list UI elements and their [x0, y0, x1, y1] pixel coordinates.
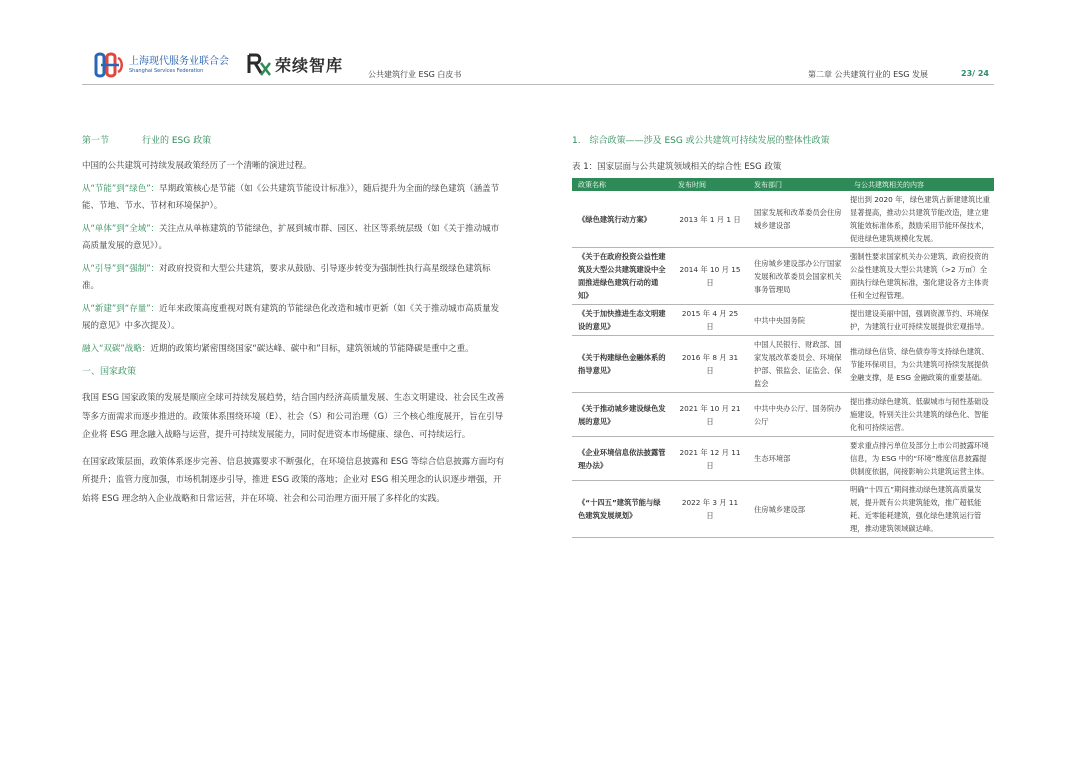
- cell-date: 2021 年 10 月 21 日: [672, 393, 748, 437]
- cell-date: 2022 年 3 月 11 日: [672, 481, 748, 538]
- cell-department: 中国人民银行、财政部、国家发展改革委员会、环境保护部、银监会、证监会、保监会: [748, 336, 848, 393]
- cell-content: 要求重点排污单位及部分上市公司披露环境信息，为 ESG 中的“环境”维度信息披露提供制度依据，间接影响公共建筑运营主体。: [848, 437, 994, 481]
- policy-point-highlight: 融入“双碳”战略：: [82, 344, 151, 354]
- body-paragraph: 在国家政策层面，政策体系逐步完善、信息披露要求不断强化，在环境信息披露和 ESG 等综合信息披露方面均有所提升；监管力度加强，市场机制逐步引导，推进 ESG 政策的落地；企业对 ESG 相关理念的认识逐步增强，开始将 ESG 理念纳入企业战略和日常运营，并在环境、社会和公司治理方面开展了多样化的实践。: [82, 456, 505, 504]
- policy-point-text: 早期政策核心是节能（如《公共建筑节能设计标准》），随后提升为全面的绿色建筑（涵盖节能、节地、节水、节材和环境保护）。: [82, 184, 500, 211]
- section-heading: [82, 133, 507, 146]
- cell-date: 2015 年 4 月 25 日: [672, 305, 748, 336]
- table-row: [572, 305, 994, 336]
- body-paragraph: 我国 ESG 国家政策的发展是顺应全球可持续发展趋势，结合国内经济高质量发展、生态文明建设、社会民生改善等多方面需求而逐步推进的。政策体系围绕环境（E）、社会（S）和公司治理（G）三个核心维度展开，旨在引导企业将 ESG 理念融入战略与运营，提升可持续发展能力，同时促进资本市场健康、绿色、可持续运行。: [82, 393, 505, 440]
- policy-point-text: 近期的政策均紧密围绕国家“碳达峰、碳中和”目标，建筑领域的节能降碳是重中之重。: [150, 344, 474, 354]
- policy-point-highlight: 从“引导”到“强制”：: [82, 264, 160, 274]
- chapter-title: 第二章 公共建筑行业的 ESG 发展: [808, 70, 928, 79]
- cell-policy-name: 《绿色建筑行动方案》: [572, 191, 672, 248]
- page-number: 23/ 24: [961, 69, 989, 78]
- cell-department: 中共中央办公厅、国务院办公厅: [748, 393, 848, 437]
- policy-point-text: 近年来政策高度重视对既有建筑的节能绿色化改造和城市更新（如《关于推动城市高质量发展的意见》中多次提及）。: [82, 304, 500, 331]
- cell-content: 提出到 2020 年，绿色建筑占新建建筑比重显著提高，推动公共建筑节能改造，建立建筑能效标准体系，鼓励采用节能环保技术，促进绿色建筑规模化发展。: [848, 191, 994, 248]
- policy-point: [82, 341, 507, 358]
- ssf-logo-cn: 上海现代服务业联合会: [129, 55, 229, 67]
- intro-paragraph: 中国的公共建筑可持续发展政策经历了一个清晰的演进过程。: [82, 161, 312, 171]
- cell-date: 2016 年 8 月 31 日: [672, 336, 748, 393]
- cell-department: 国家发展和改革委员会住房城乡建设部: [748, 191, 848, 248]
- ssf-logo-en: Shanghai Services Federation: [129, 67, 204, 74]
- cell-date: 2021 年 12 月 11 日: [672, 437, 748, 481]
- table-row: [572, 248, 994, 305]
- left-column: [82, 133, 507, 516]
- right-section-title: 1. 综合政策——涉及 ESG 或公共建筑可持续发展的整体性政策: [572, 136, 830, 146]
- cell-policy-name: 《关于推动城乡建设绿色发展的意见》: [572, 393, 672, 437]
- table-row: [572, 393, 994, 437]
- table-row: [572, 437, 994, 481]
- policy-point-text: 关注点从单栋建筑的节能绿色，扩展到城市群、园区、社区等系统层级（如《关于推动城市高质量发展的意见》）。: [82, 224, 500, 251]
- policy-point-highlight: 从“节能”到“绿色”：: [82, 184, 160, 194]
- policy-point: [82, 221, 507, 255]
- cell-policy-name: 《关于在政府投资公益性建筑及大型公共建筑建设中全面推进绿色建筑行动的通知》: [572, 248, 672, 305]
- table-row: [572, 336, 994, 393]
- cell-policy-name: 《“十四五”建筑节能与绿色建筑发展规划》: [572, 481, 672, 538]
- cell-policy-name: 《关于构建绿色金融体系的指导意见》: [572, 336, 672, 393]
- table-row: [572, 481, 994, 538]
- rx-logo: [246, 51, 343, 77]
- policy-point: [82, 181, 507, 215]
- header-policy-name: 政策名称: [578, 180, 606, 189]
- policy-point-text: 对政府投资和大型公共建筑，要求从鼓励、引导逐步转变为强制性执行高星级绿色建筑标准。: [82, 264, 491, 291]
- policy-point-highlight: 从“新建”到“存量”：: [82, 304, 160, 314]
- cell-date: 2013 年 1 月 1 日: [672, 191, 748, 248]
- rx-logo-name: 荣续智库: [275, 55, 344, 75]
- cell-content: 明确“十四五”期间推动绿色建筑高质量发展，提升既有公共建筑能效，推广超低能耗、近零能耗建筑，强化绿色建筑运行管理，推动建筑领域碳达峰。: [848, 481, 994, 538]
- table-caption: 表 1：国家层面与公共建筑领域相关的综合性 ESG 政策: [572, 162, 782, 172]
- cell-department: 住房城乡建设部: [748, 481, 848, 538]
- policy-point: [82, 261, 507, 295]
- ssf-logo: [93, 52, 229, 78]
- doc-title: 公共建筑行业 ESG 白皮书: [368, 70, 462, 79]
- cell-policy-name: 《企业环境信息依法披露管理办法》: [572, 437, 672, 481]
- header-release-date: 发布时间: [678, 180, 706, 189]
- cell-department: 中共中央国务院: [748, 305, 848, 336]
- header-department: 发布部门: [754, 180, 782, 189]
- cell-content: 强制性要求国家机关办公建筑、政府投资的公益性建筑及大型公共建筑（>2 万㎡）全面执行绿色建筑标准，强化建设各方主体责任和全过程管理。: [848, 248, 994, 305]
- table-header-row: [572, 178, 994, 191]
- cell-department: 住房城乡建设部办公厅国家发展和改革委员会国家机关事务管理局: [748, 248, 848, 305]
- policy-table: [572, 178, 994, 538]
- policy-point: [82, 301, 507, 335]
- section-number: 第一节: [82, 136, 110, 146]
- cell-content: 提出建设美丽中国，强调资源节约、环境保护，为建筑行业可持续发展提供宏观指导。: [848, 305, 994, 336]
- section-title: 行业的 ESG 政策: [142, 136, 212, 146]
- ssf-logo-icon: [93, 52, 125, 78]
- right-column: [572, 133, 994, 538]
- table-row: [572, 191, 994, 248]
- policy-point-highlight: 从“单体”到“全域”：: [82, 224, 160, 234]
- rx-logo-icon: [246, 51, 272, 77]
- cell-date: 2014 年 10 月 15 日: [672, 248, 748, 305]
- header-divider: [82, 84, 994, 85]
- cell-policy-name: 《关于加快推进生态文明建设的意见》: [572, 305, 672, 336]
- cell-content: 提出推动绿色建筑、低碳城市与韧性基础设施建设，特别关注公共建筑的绿色化、智能化和可持续运营。: [848, 393, 994, 437]
- cell-department: 生态环境部: [748, 437, 848, 481]
- subsection-title: 一、国家政策: [82, 367, 137, 377]
- header-content: 与公共建筑相关的内容: [854, 180, 924, 189]
- cell-content: 推动绿色信贷、绿色债券等支持绿色建筑、节能环保项目，为公共建筑可持续发展提供金融支撑，是 ESG 金融政策的重要基础。: [848, 336, 994, 393]
